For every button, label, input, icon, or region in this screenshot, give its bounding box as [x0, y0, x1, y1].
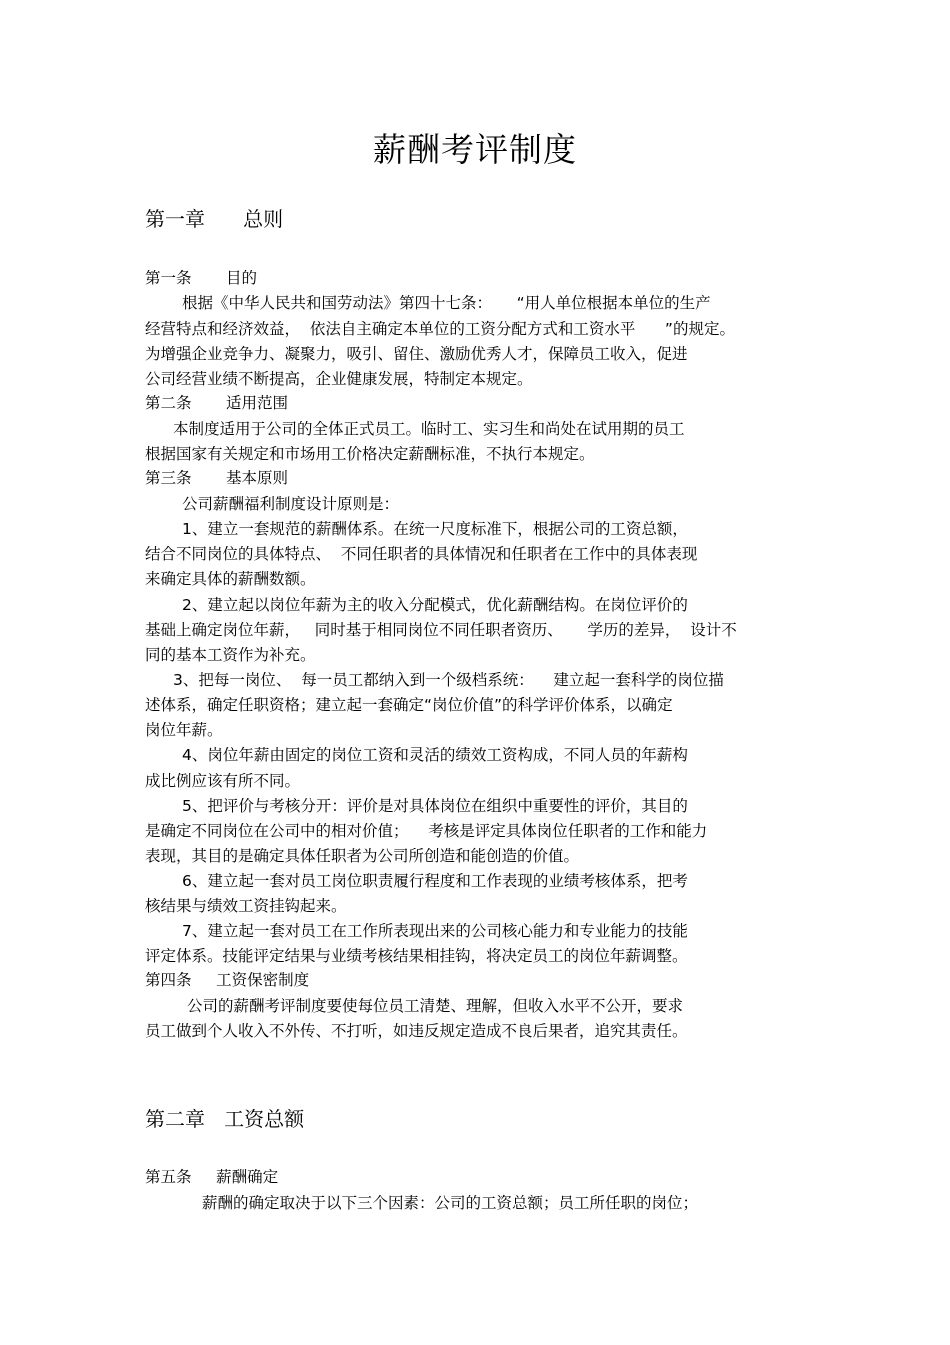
- article-1-heading: 第一条 目的: [145, 269, 257, 287]
- article-3-line: 评定体系。技能评定结果与业绩考核结果相挂钩，将决定员工的岗位年薪调整。: [145, 947, 688, 965]
- article-2-line: 本制度适用于公司的全体正式员工。临时工、实习生和尚处在试用期的员工: [173, 420, 685, 438]
- article-3-line: 岗位年薪。: [145, 721, 223, 739]
- article-3-line: 基础上确定岗位年薪， 同时基于相同岗位不同任职者资历、 学历的差异， 设计不: [145, 621, 737, 639]
- chapter-1-heading: 第一章 总则: [145, 207, 284, 231]
- article-3-line: 3、把每一岗位、 每一员工都纳入到一个级档系统： 建立起一套科学的岗位描: [173, 671, 724, 689]
- article-3-line: 核结果与绩效工资挂钩起来。: [145, 897, 347, 915]
- article-4-line: 公司的薪酬考评制度要使每位员工清楚、理解，但收入水平不公开，要求: [187, 997, 684, 1015]
- article-5-line: 薪酬的确定取决于以下三个因素：公司的工资总额；员工所任职的岗位；: [202, 1194, 699, 1212]
- article-3-line: 公司薪酬福利制度设计原则是：: [182, 495, 400, 513]
- article-3-line: 2、建立起以岗位年薪为主的收入分配模式，优化薪酬结构。在岗位评价的: [182, 596, 688, 614]
- article-4-heading: 第四条 工资保密制度: [145, 971, 310, 989]
- article-5-heading: 第五条 薪酬确定: [145, 1168, 279, 1186]
- article-3-line: 5、把评价与考核分开：评价是对具体岗位在组织中重要性的评价，其目的: [182, 797, 688, 815]
- article-4-line: 员工做到个人收入不外传、不打听，如违反规定造成不良后果者，追究其责任。: [145, 1022, 688, 1040]
- article-3-line: 述体系，确定任职资格；建立起一套确定“岗位价值”的科学评价体系，以确定: [145, 696, 673, 714]
- article-1-line: 公司经营业绩不断提高，企业健康发展，特制定本规定。: [145, 370, 533, 388]
- article-3-line: 7、建立起一套对员工在工作所表现出来的公司核心能力和专业能力的技能: [182, 922, 688, 940]
- article-3-line: 6、建立起一套对员工岗位职责履行程度和工作表现的业绩考核体系，把考: [182, 872, 688, 890]
- article-1-line: 为增强企业竞争力、凝聚力，吸引、留住、激励优秀人才，保障员工收入，促进: [145, 345, 688, 363]
- chapter-2-heading: 第二章 工资总额: [145, 1107, 305, 1131]
- article-3-line: 成比例应该有所不同。: [145, 772, 301, 790]
- article-3-line: 是确定不同岗位在公司中的相对价值； 考核是评定具体岗位任职者的工作和能力: [145, 822, 708, 840]
- article-3-line: 同的基本工资作为补充。: [145, 646, 316, 664]
- article-1-line: 根据《中华人民共和国劳动法》第四十七条： “用人单位根据本单位的生产: [182, 294, 711, 312]
- article-3-line: 结合不同岗位的具体特点、 不同任职者的具体情况和任职者在工作中的具体表现: [145, 545, 698, 563]
- article-3-line: 表现，其目的是确定具体任职者为公司所创造和能创造的价值。: [145, 847, 580, 865]
- article-3-line: 4、岗位年薪由固定的岗位工资和灵活的绩效工资构成，不同人员的年薪构: [182, 746, 688, 764]
- article-1-line: 经营特点和经济效益， 依法自主确定本单位的工资分配方式和工资水平 ”的规定。: [145, 320, 735, 338]
- document-title: 薪酬考评制度: [373, 130, 577, 169]
- article-3-line: 1、建立一套规范的薪酬体系。在统一尺度标准下，根据公司的工资总额，: [182, 520, 688, 538]
- article-2-line: 根据国家有关规定和市场用工价格决定薪酬标准，不执行本规定。: [145, 445, 595, 463]
- article-2-heading: 第二条 适用范围: [145, 394, 288, 412]
- article-3-line: 来确定具体的薪酬数额。: [145, 570, 316, 588]
- article-3-heading: 第三条 基本原则: [145, 469, 288, 487]
